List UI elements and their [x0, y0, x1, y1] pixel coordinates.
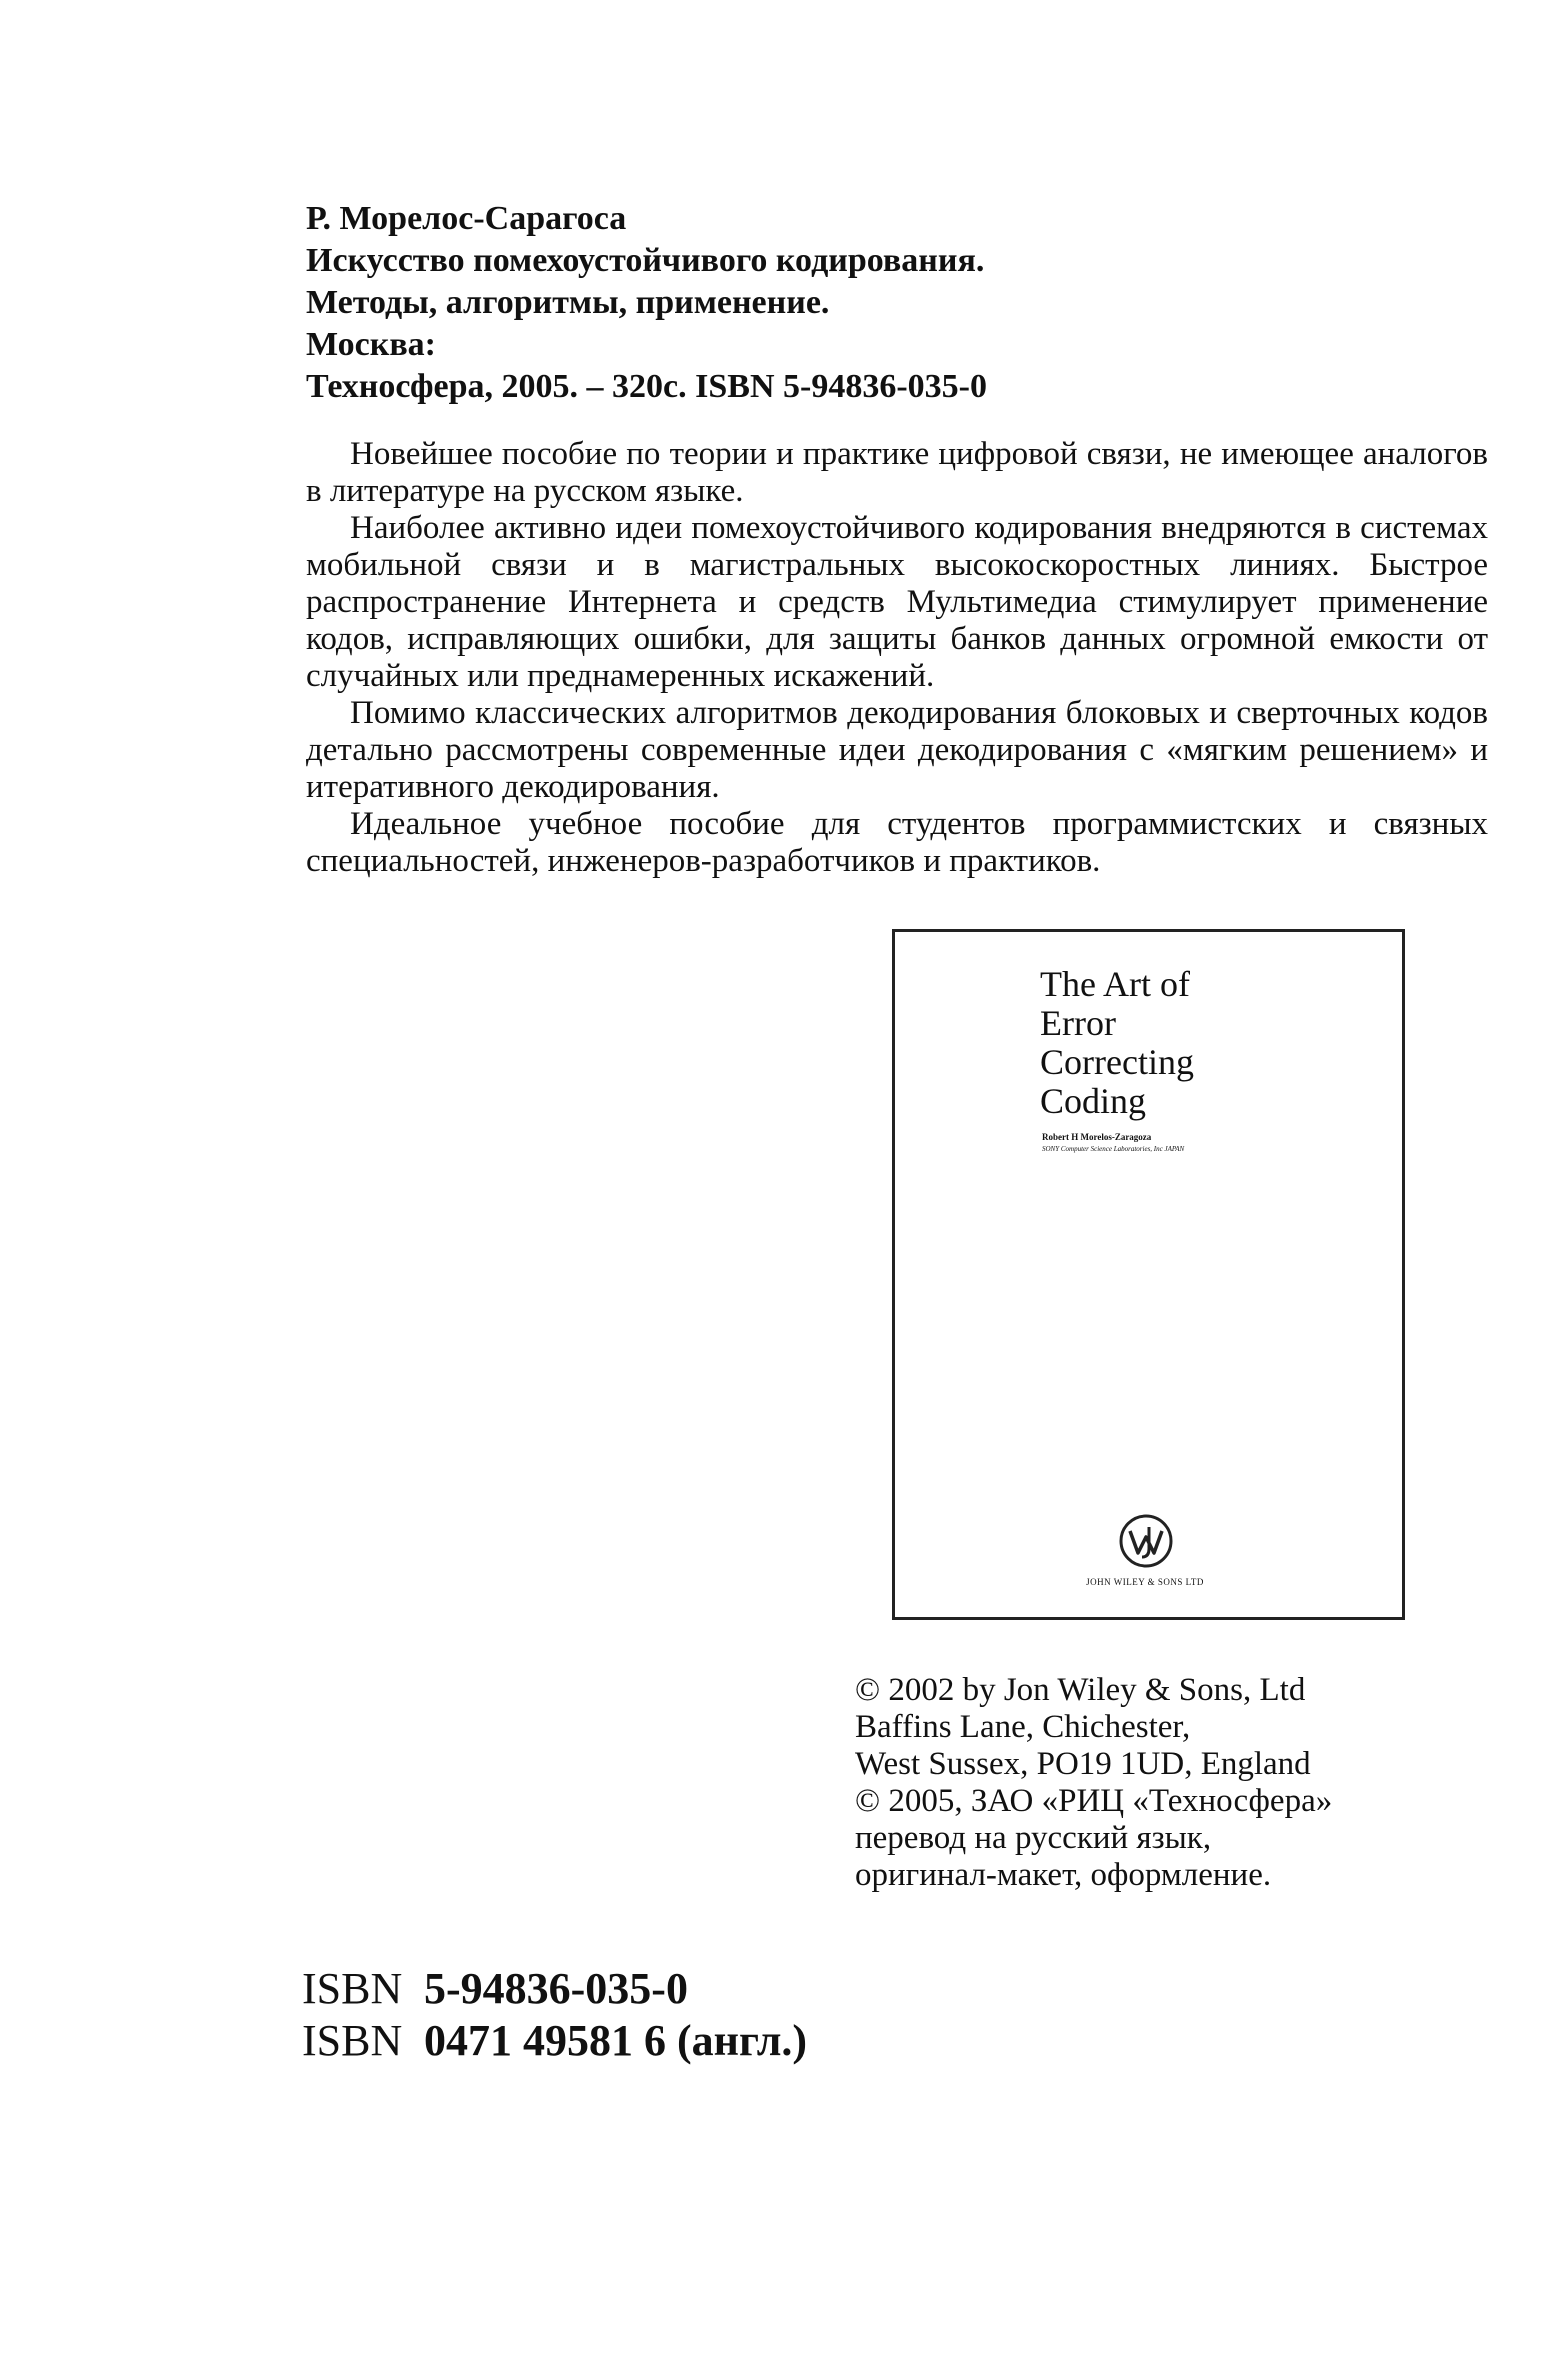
isbn-number: 0471 49581 6 (англ.) — [424, 2016, 808, 2065]
abstract-paragraph: Наиболее активно идеи помехоустойчивого кодирования внедряются в системах мобильной связи и в магистральных высокоскоростных линиях. Быстрое распространение Интернета и средств Мультимедиа стимулирует применение кодов, исправляющих ошибки, для защиты банков данных огромной емкости от случайных или преднамеренных искажений. — [306, 510, 1488, 694]
cover-publisher: JOHN WILEY & SONS LTD — [1086, 1577, 1204, 1587]
abstract-paragraph: Новейшее пособие по теории и практике цифровой связи, не имеющее аналогов в литературе на русском языке. — [306, 436, 1488, 509]
publication-imprint: Техносфера, 2005. – 320с. ISBN 5-94836-035-0 — [306, 368, 987, 405]
abstract — [306, 436, 1488, 880]
abstract-paragraph: Идеальное учебное пособие для студентов программистских и связных специальностей, инженеров-разработчиков и практиков. — [306, 806, 1488, 879]
isbn-english — [302, 2015, 1202, 2067]
abstract-paragraph: Помимо классических алгоритмов декодирования блоковых и сверточных кодов детально рассмотрены современные идеи декодирования с «мягким решением» и итеративного декодирования. — [306, 695, 1488, 805]
cover-affiliation: SONY Computer Science Laboratories, Inc JAPAN — [1042, 1145, 1185, 1153]
isbn-block — [302, 1963, 1202, 2067]
copyright-line: West Sussex, PO19 1UD, England — [855, 1746, 1311, 1782]
isbn-label: ISBN — [302, 2016, 403, 2065]
isbn-number: 5-94836-035-0 — [424, 1964, 688, 2013]
cover-title — [1040, 965, 1380, 1121]
copyright-line: перевод на русский язык, — [855, 1820, 1212, 1856]
cover-title-line: Coding — [1040, 1081, 1147, 1121]
isbn-label: ISBN — [302, 1964, 403, 2013]
publication-city: Москва: — [306, 326, 437, 363]
isbn-russian — [302, 1963, 1202, 2015]
book-subtitle: Методы, алгоритмы, применение. — [306, 284, 830, 321]
book-author: Р. Морелос-Сарагоса — [306, 200, 627, 237]
copyright-line: оригинал-макет, оформление. — [855, 1857, 1272, 1893]
copyright-line: © 2005, ЗАО «РИЦ «Техносфера» — [855, 1783, 1333, 1819]
bibliographic-header — [306, 198, 1506, 408]
cover-title-line: The Art of — [1040, 964, 1190, 1004]
original-book-cover — [892, 929, 1405, 1620]
book-title: Искусство помехоустойчивого кодирования. — [306, 242, 985, 279]
cover-title-line: Error — [1040, 1003, 1116, 1043]
copyright-block — [855, 1672, 1495, 1894]
wiley-logo-icon — [1118, 1513, 1174, 1569]
cover-author: Robert H Morelos-Zaragoza — [1042, 1132, 1152, 1142]
cover-title-line: Correcting — [1040, 1042, 1194, 1082]
copyright-line: Baffins Lane, Chichester, — [855, 1709, 1191, 1745]
copyright-line: © 2002 by Jon Wiley & Sons, Ltd — [855, 1672, 1306, 1708]
